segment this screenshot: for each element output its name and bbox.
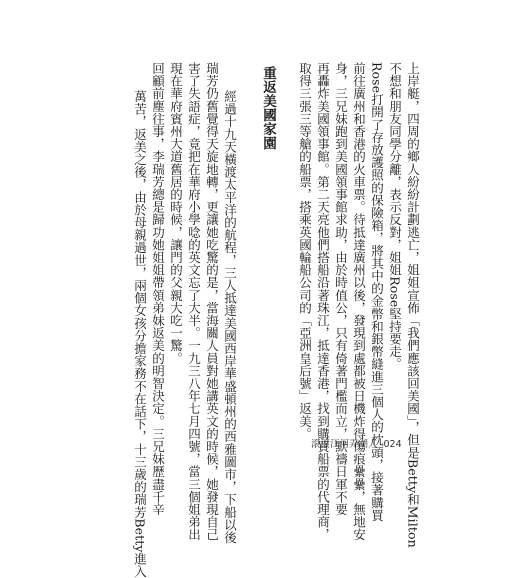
body-text-column: 現在華府賓州大道舊居的時候，讓門的父親大吃一驚。 <box>168 62 184 365</box>
page-footer <box>311 436 402 450</box>
body-text-column: 身，三兄妹跑到美國領事館求助，由於時值公，只有倚著門檻而立，默禱日軍不要 <box>333 62 349 516</box>
body-text-column: 上岸艇，四周的鄉人紛紛計劃逃亡，姐姐宣佈「我們應該回美國」，但是Betty和Milton <box>405 62 421 548</box>
body-text-column: 取得三張三等艙的船票，搭乘英國輪船公司的「亞洲皇后號」返美。 <box>297 62 313 440</box>
section-heading: 重返美國家園 <box>260 66 276 150</box>
body-text-column: 不想和朋友同學分離，表示反對，姐姐Rose堅持要走。 <box>387 62 403 371</box>
body-text-column: 瑞芳仍舊覺得天旋地轉，更讓她吃驚的是，當海關人員對她講英文的時候，她發現自己 <box>204 62 220 541</box>
body-text-column: 害了失語症，竟把在華府小學唸的英文忘了大半。一九三八年七月四號，當三個姐弟出 <box>186 62 202 541</box>
page-number: 024 <box>383 439 402 450</box>
body-text-column: 前往廣州和香港的火車票。待抵達廣州以後，發現到處都被日機炸得傷痕纍纍，無地安 <box>351 62 367 541</box>
body-text-column: Rose打開了存放護照的保險箱，將其中的金幣和銀幣縫進三個人的枕頭，接著購買 <box>369 62 385 522</box>
running-title: 滾滾江河弄潮人 <box>311 439 378 450</box>
body-text-column: 經過十九天橫渡太平洋的航程，三人抵達美國西岸華盛頓州的西雅圖市，下船以後 <box>222 90 238 544</box>
body-text-column: 萬苦，返美之後，由於母親過世，兩個女孩分擔家務不在話下，十三歲的瑞芳Betty進入 <box>132 90 148 578</box>
body-text-column: 再轟炸美國領事館。第二天亮他們搭船沿著珠江，抵達香港，找到購買船票的代理商， <box>315 62 331 541</box>
body-text-column: 回顧前塵往事，李瑞芳總是歸功她姐姐帶領弟妹返美的明智決定。三兄妹歷盡千辛 <box>150 62 166 516</box>
